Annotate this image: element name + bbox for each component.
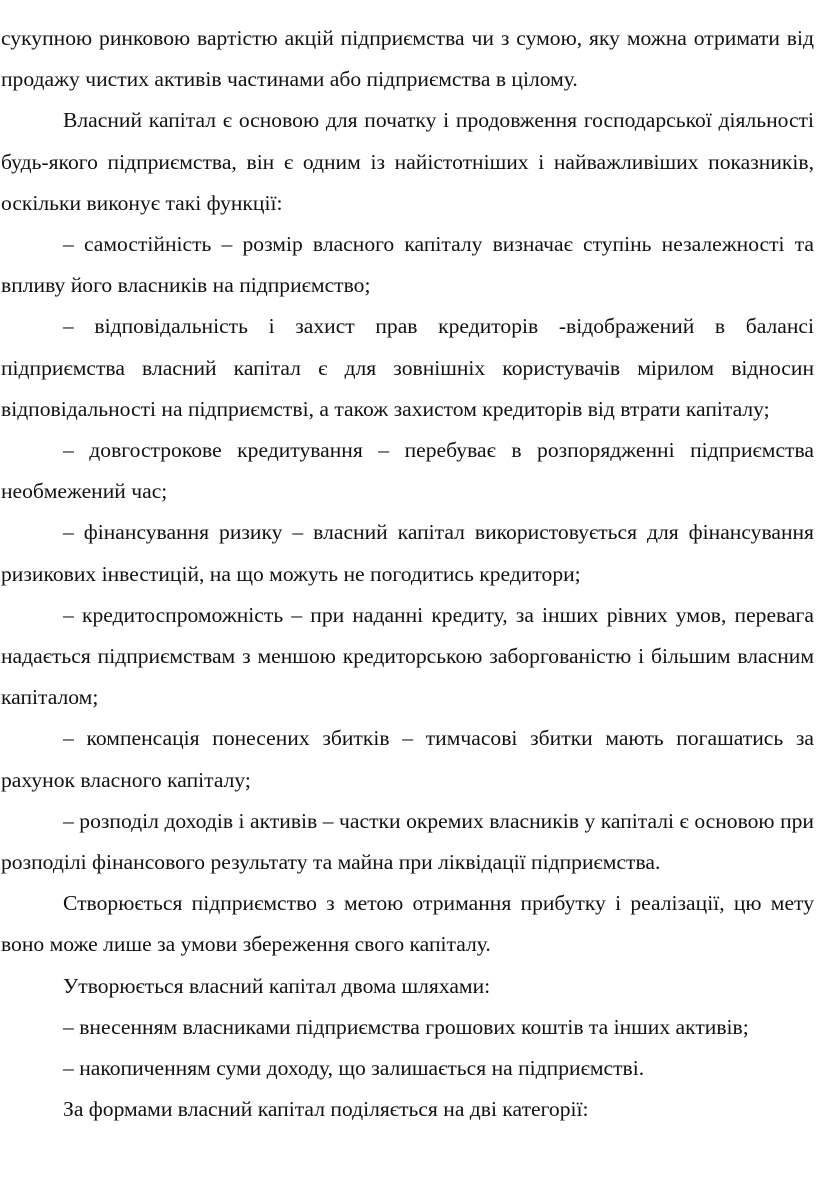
list-item-long-term-crediting: – довгострокове кредитування – перебуває в розпорядженні підприємства необмежений час; xyxy=(1,438,814,504)
list-item-owner-contributions: – внесенням власниками підприємства грошових коштів та інших активів; xyxy=(63,1014,749,1039)
list-item-independence: – самостійність – розмір власного капіталу визначає ступінь незалежності та впливу його власників на підприємство; xyxy=(1,232,814,298)
list-item-risk-financing: – фінансування ризику – власний капітал використовується для фінансування ризикових інвестицій, на що можуть не погодитись кредитори; xyxy=(1,520,814,586)
paragraph-formation-ways: Утворюється власний капітал двома шляхами: xyxy=(63,973,491,998)
paragraph-continuation: сукупною ринковою вартістю акцій підприємства чи з сумою, яку можна отримати від продажу чистих активів частинами або підприємства в цілому. xyxy=(1,26,814,92)
list-item-income-accumulation: – накопиченням суми доходу, що залишається на підприємстві. xyxy=(63,1056,645,1081)
paragraph-equity-basis: Власний капітал є основою для початку і продовження господарської діяльності будь-якого підприємства, він є одним із найістотніших і найважливіших показників, оскільки виконує такі функції: xyxy=(1,108,814,215)
list-item-creditworthiness: – кредитоспроможність – при наданні кредиту, за інших рівних умов, перевага надається підприємствам з меншою кредиторською заборгованістю і більшим власним капіталом; xyxy=(1,602,814,710)
document-body xyxy=(1,18,814,1130)
list-item-loss-compensation: – компенсація понесених збитків – тимчасові збитки мають погашатись за рахунок власного капіталу; xyxy=(1,726,814,792)
paragraph-equity-categories: За формами власний капітал поділяється на дві категорії: xyxy=(63,1097,589,1122)
list-item-responsibility: – відповідальність і захист прав кредиторів -відображений в балансі підприємства власний капітал є для зовнішніх користувачів мірилом відносин відповідальності на підприємстві, а також захистом кредиторів від втрати капіталу; xyxy=(1,314,814,421)
paragraph-enterprise-purpose: Створюється підприємство з метою отримання прибутку і реалізації, цю мету воно може лише за умови збереження свого капіталу. xyxy=(1,891,814,957)
list-item-distribution: – розподіл доходів і активів – частки окремих власників у капіталі є основою при розподілі фінансового результату та майна при ліквідації підприємства. xyxy=(1,808,814,875)
